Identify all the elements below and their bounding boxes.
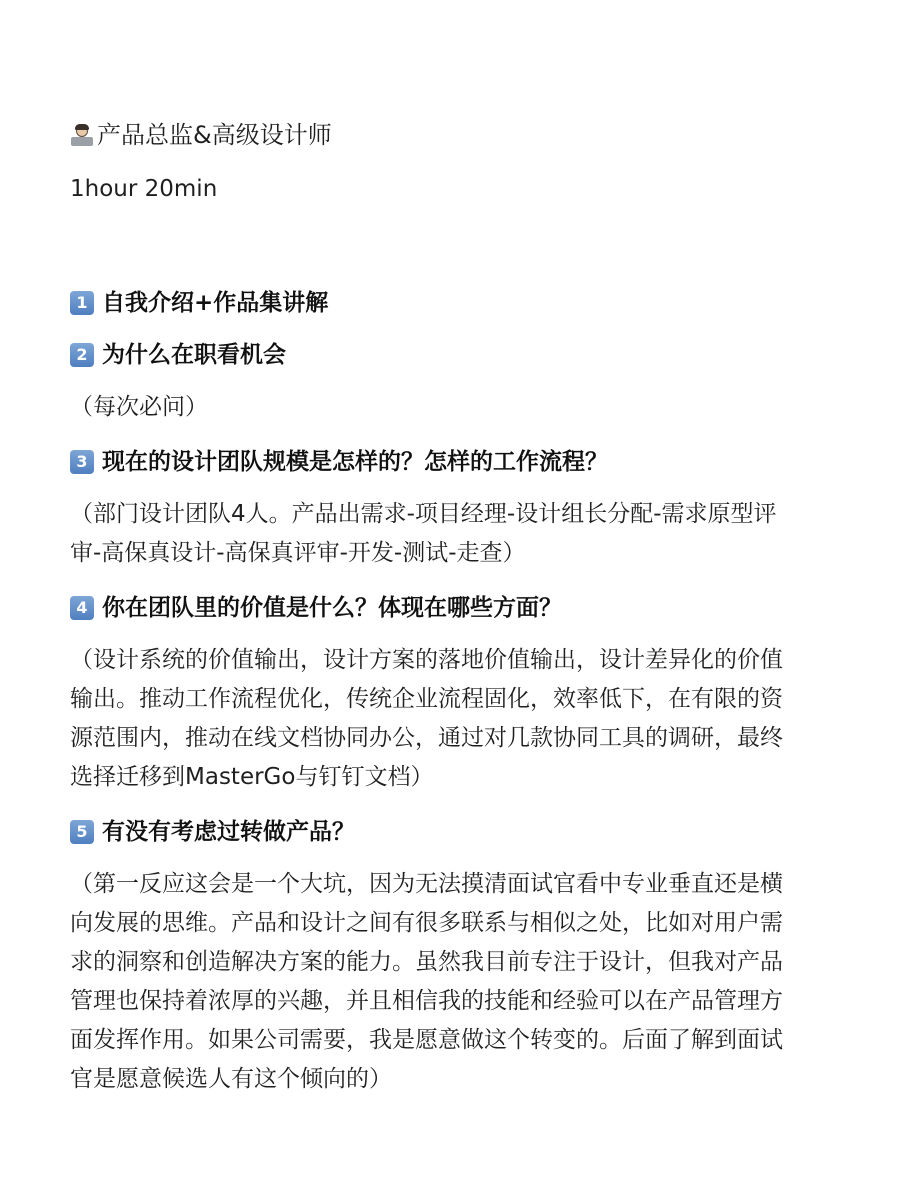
answer-line: 源范围内，推动在线文档协同办公，通过对几款协同工具的调研，最终 (70, 725, 783, 751)
answer-line: 求的洞察和创造解决方案的能力。虽然我目前专注于设计，但我对产品 (70, 949, 783, 975)
answer-5 (70, 865, 840, 1099)
question-heading-2 (70, 338, 840, 372)
page-title: 产品总监&高级设计师 (97, 121, 332, 149)
question-heading-4 (70, 591, 840, 625)
answer-line: （第一反应这会是一个大坑，因为无法摸清面试官看中专业垂直还是横 (70, 871, 783, 897)
answer-line: 官是愿意候选人有这个倾向的） (70, 1066, 392, 1092)
interview-duration: 1hour 20min (70, 176, 218, 202)
question-title: 自我介绍+作品集讲解 (102, 290, 329, 316)
keycap-2-icon: 2 (70, 343, 94, 367)
question-title: 现在的设计团队规模是怎样的？怎样的工作流程？ (102, 449, 608, 475)
answer-4 (70, 641, 840, 797)
question-heading-1 (70, 286, 840, 320)
answer-2 (70, 388, 840, 427)
answer-line: 审-高保真设计-高保真评审-开发-测试-走查） (70, 540, 526, 566)
answer-line: 面发挥作用。如果公司需要，我是愿意做这个转变的。后面了解到面试 (70, 1027, 783, 1053)
answer-line: （每次必问） (70, 394, 208, 420)
keycap-3-icon: 3 (70, 450, 94, 474)
question-heading-3 (70, 445, 840, 479)
answer-line: （部门设计团队4人。产品出需求-项目经理-设计组长分配-需求原型评 (70, 501, 777, 527)
answer-line: 管理也保持着浓厚的兴趣，并且相信我的技能和经验可以在产品管理方 (70, 988, 783, 1014)
keycap-1-icon: 1 (70, 291, 94, 315)
question-title: 有没有考虑过转做产品？ (102, 819, 355, 845)
answer-line: 输出。推动工作流程优化，传统企业流程固化，效率低下，在有限的资 (70, 686, 783, 712)
question-heading-5 (70, 815, 840, 849)
answer-3 (70, 495, 840, 573)
answer-line: 向发展的思维。产品和设计之间有很多联系与相似之处，比如对用户需 (70, 910, 783, 936)
keycap-5-icon: 5 (70, 820, 94, 844)
answer-line: （设计系统的价值输出，设计方案的落地价值输出，设计差异化的价值 (70, 647, 783, 673)
answer-line: 选择迁移到MasterGo与钉钉文档） (70, 764, 434, 790)
technologist-emoji-icon (70, 123, 94, 147)
header-line (70, 118, 840, 152)
question-title: 你在团队里的价值是什么？体现在哪些方面？ (102, 595, 562, 621)
question-title: 为什么在职看机会 (102, 342, 286, 368)
keycap-4-icon: 4 (70, 596, 94, 620)
